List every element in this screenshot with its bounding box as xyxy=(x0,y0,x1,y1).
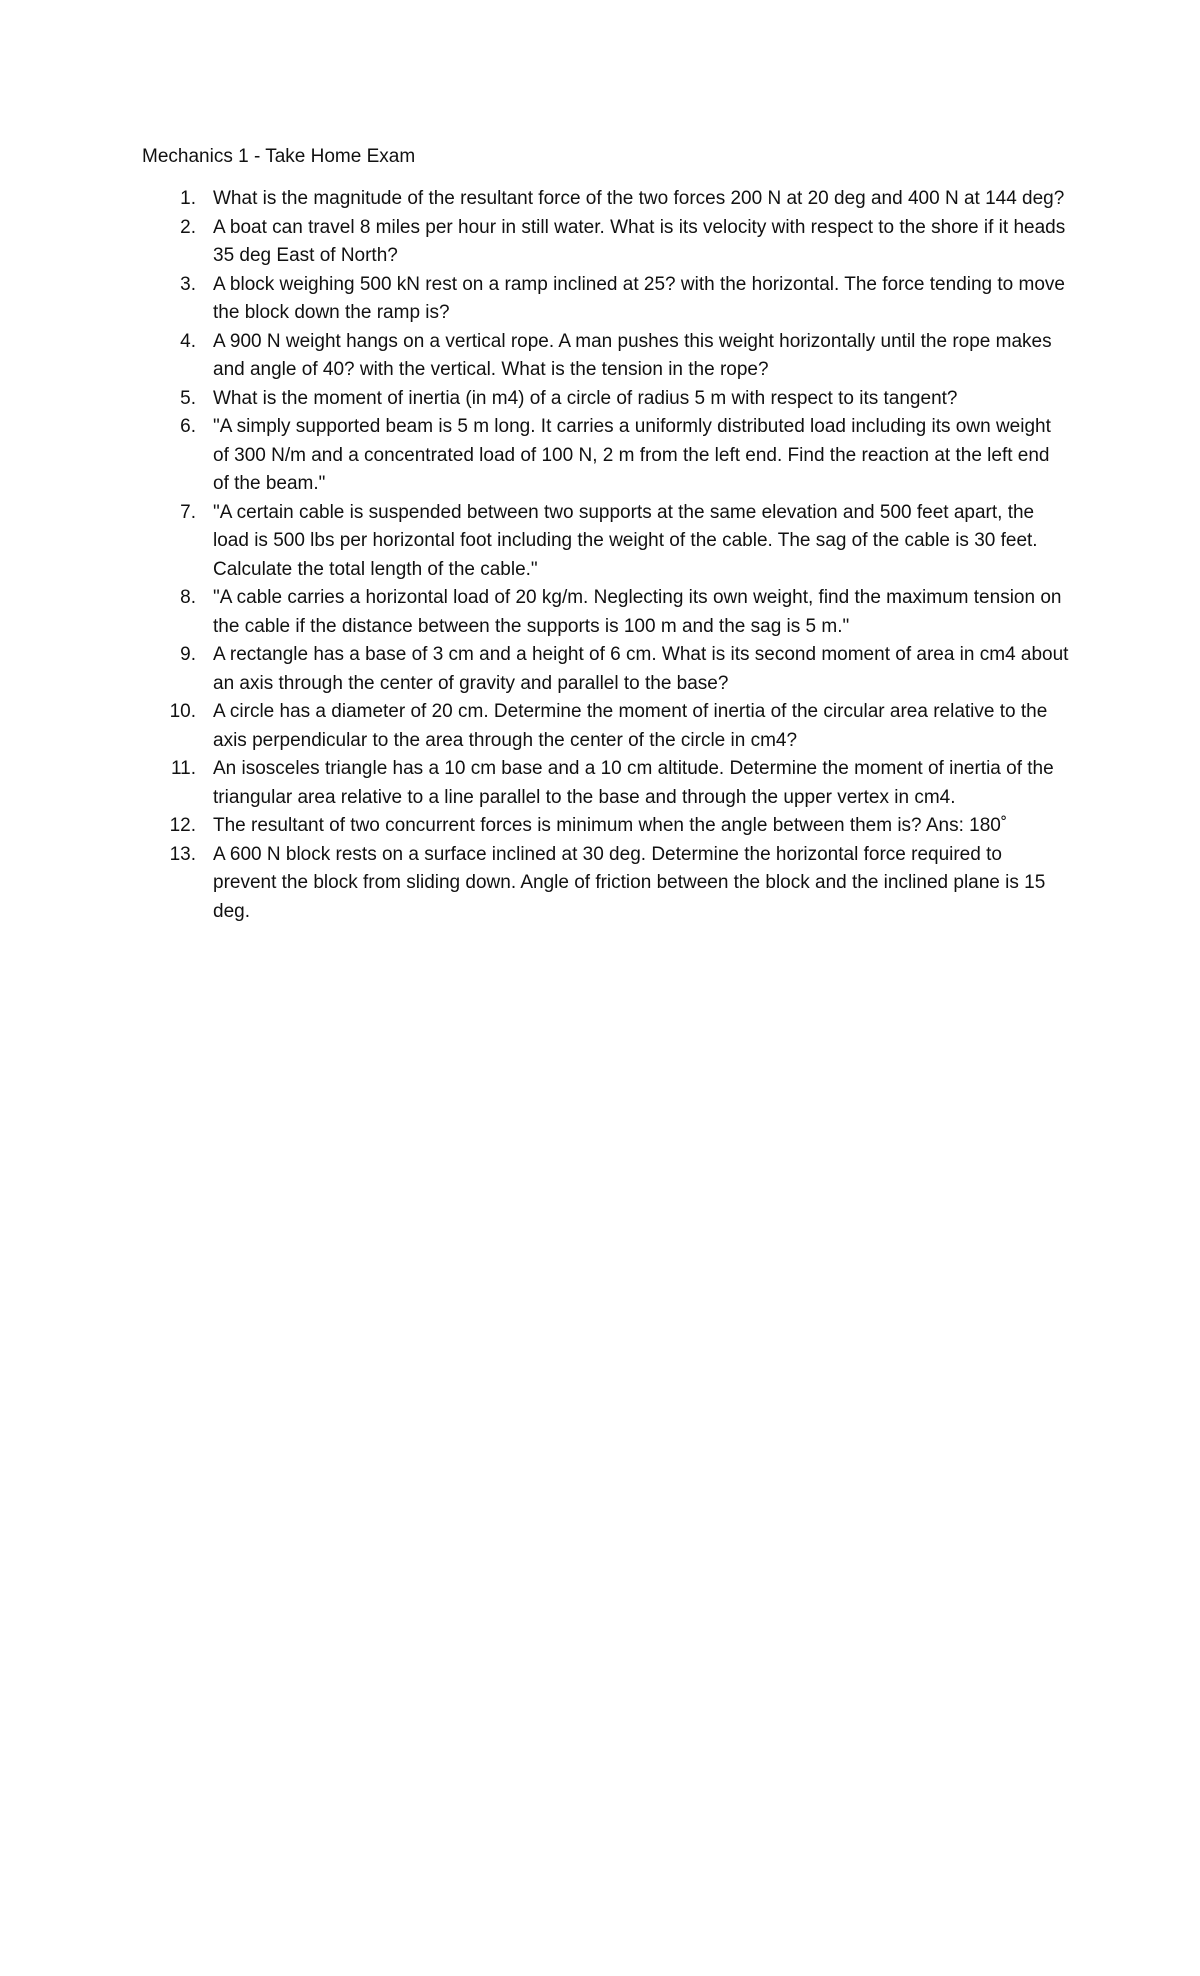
question-text: The resultant of two concurrent forces is minimum when the angle between them is? Ans: 180˚ xyxy=(213,815,1008,836)
question-text: "A cable carries a horizontal load of 20 kg/m. Neglecting its own weight, find the maximum tension on the cable if the distance between the supports is 100 m and the sag is 5 m." xyxy=(213,587,1062,637)
question-text: "A simply supported beam is 5 m long. It carries a uniformly distributed load including its own weight of 300 N/m and a concentrated load of 100 N, 2 m from the left end. Find the reaction at the left end of the beam." xyxy=(213,416,1051,494)
question-number: 13. xyxy=(169,843,196,865)
question-number: 5. xyxy=(180,387,196,409)
question-item xyxy=(142,755,1070,812)
question-item xyxy=(142,271,1070,328)
question-number: 11. xyxy=(170,758,196,779)
question-item xyxy=(142,812,1070,841)
question-number: 1. xyxy=(180,188,196,209)
question-number: 10. xyxy=(169,701,196,722)
question-number: 12. xyxy=(169,815,196,836)
question-item xyxy=(142,185,1070,214)
question-text: A 900 N weight hangs on a vertical rope. A man pushes this weight horizontally until the rope makes and angle of 40? with the vertical. What is the tension in the rope? xyxy=(213,330,1052,380)
question-item xyxy=(142,328,1070,385)
question-number: 2. xyxy=(180,216,196,238)
question-number: 8. xyxy=(180,587,196,608)
question-item xyxy=(142,698,1070,755)
question-number: 7. xyxy=(180,501,196,523)
question-number: 4. xyxy=(180,330,196,352)
question-text: A circle has a diameter of 20 cm. Determine the moment of inertia of the circular area relative to the axis perpendicular to the area through the center of the circle in cm4? xyxy=(213,701,1048,751)
question-text: What is the magnitude of the resultant force of the two forces 200 N at 20 deg and 400 N at 144 deg? xyxy=(213,188,1065,209)
question-item xyxy=(142,499,1070,585)
question-text: A rectangle has a base of 3 cm and a height of 6 cm. What is its second moment of area in cm4 about an axis through the center of gravity and parallel to the base? xyxy=(213,644,1069,694)
question-item xyxy=(142,841,1070,927)
question-text: What is the moment of inertia (in m4) of a circle of radius 5 m with respect to its tangent? xyxy=(213,387,958,409)
question-item xyxy=(142,584,1070,641)
question-item xyxy=(142,214,1070,271)
question-number: 9. xyxy=(180,644,196,665)
question-item xyxy=(142,385,1070,414)
question-number: 3. xyxy=(180,273,196,295)
question-text: A 600 N block rests on a surface inclined at 30 deg. Determine the horizontal force required to prevent the block from sliding down. Angle of friction between the block and the inclined plane is 15 deg. xyxy=(213,843,1046,922)
question-number: 6. xyxy=(180,416,196,437)
question-text: A boat can travel 8 miles per hour in still water. What is its velocity with respect to the shore if it heads 35 deg East of North? xyxy=(213,216,1066,266)
question-text: A block weighing 500 kN rest on a ramp inclined at 25? with the horizontal. The force tending to move the block down the ramp is? xyxy=(213,273,1065,323)
question-text: An isosceles triangle has a 10 cm base and a 10 cm altitude. Determine the moment of inertia of the triangular area relative to a line parallel to the base and through the upper vertex in cm4. xyxy=(213,758,1054,808)
question-item xyxy=(142,413,1070,499)
question-item xyxy=(142,641,1070,698)
document-title: Mechanics 1 - Take Home Exam xyxy=(142,146,416,167)
question-list xyxy=(142,185,1070,926)
question-text: "A certain cable is suspended between two supports at the same elevation and 500 feet apart, the load is 500 lbs per horizontal foot including the weight of the cable. The sag of the cable is 30 feet. Calculate the total length of the cable." xyxy=(213,501,1038,580)
